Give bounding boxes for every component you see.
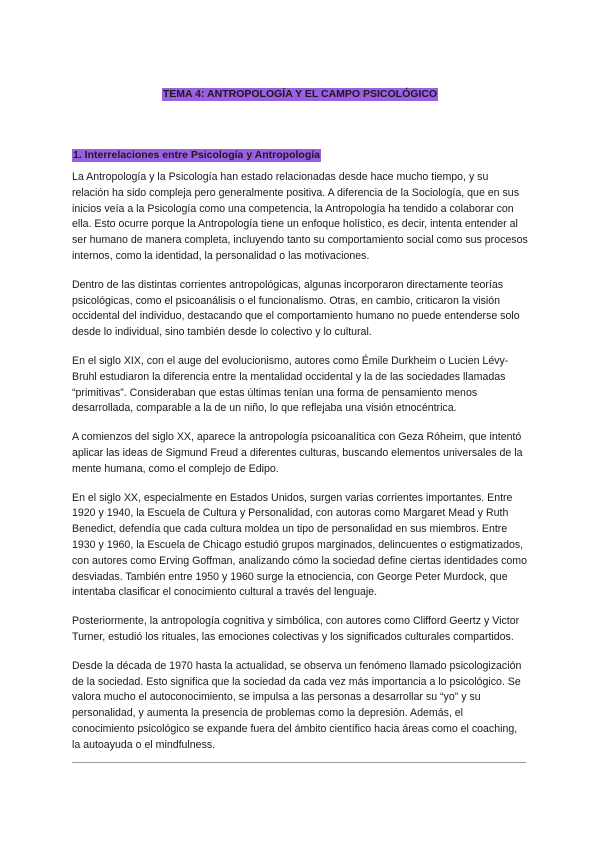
paragraph: A comienzos del siglo XX, aparece la antropología psicoanalítica con Geza Róheim, que intentó aplicar las ideas de Sigmund Freud a diferentes culturas, buscando elementos universales de la mente humana, como el complejo de Edipo. (72, 431, 523, 475)
paragraph: En el siglo XX, especialmente en Estados Unidos, surgen varias corrientes importantes. Entre 1920 y 1940, la Escuela de Cultura y Personalidad, con autoras como Margaret Mead y Ruth Benedict, defendía que cada cultura moldea un tipo de personalidad en sus miembros. Entre 1930 y 1960, la Escuela de Chicago estudió grupos marginados, delincuentes o estigmatizados, con autores como Erving Goffman, analizando cómo la sociedad define ciertas identidades como desviadas. También entre 1950 y 1960 surge la etnociencia, con George Peter Murdock, que intentaba clasificar el conocimiento cultural a través del lenguaje. (72, 491, 528, 599)
paragraph: En el siglo XIX, con el auge del evolucionismo, autores como Émile Durkheim o Lucien Lévy-Bruhl estudiaron la diferencia entre la mentalidad occidental y la de las sociedades llamadas “primitivas”. Consideraban que estas últimas tenían una forma de pensamiento menos desarrollada, comparable a la de un niño, lo que reflejaba una visión etnocéntrica. (72, 354, 509, 415)
horizontal-divider (72, 762, 526, 763)
body-text (72, 170, 528, 767)
paragraph: Dentro de las distintas corrientes antropológicas, algunas incorporaron directamente teorías psicológicas, como el psicoanálisis o el funcionalismo. Otras, en cambio, criticaron la visión occidental del individuo, destacando que el comportamiento humano no puede entenderse solo desde lo individual, sino también desde lo colectivo y lo cultural. (72, 278, 520, 339)
page-title: TEMA 4: ANTROPOLOGÍA Y EL CAMPO PSICOLÓGICO (162, 88, 438, 100)
paragraph: Desde la década de 1970 hasta la actualidad, se observa un fenómeno llamado psicologización de la sociedad. Esto significa que la sociedad da cada vez más importancia a lo psicológico. Se valora mucho el autoconocimiento, se impulsa a las personas a desarrollar su “yo” y su personalidad, y aumenta la presencia de problemas como la depresión. Además, el conocimiento psicológico se expande fuera del ámbito científico hacia áreas como el coaching, la autoayuda o el mindfulness. (72, 659, 522, 751)
paragraph: Posteriormente, la antropología cognitiva y simbólica, con autores como Clifford Geertz y Victor Turner, estudió los rituales, las emociones colectivas y los significados culturales compartidos. (72, 615, 520, 643)
paragraph: La Antropología y la Psicología han estado relacionadas desde hace mucho tiempo, y su relación ha sido compleja pero generalmente positiva. A diferencia de la Sociología, que en sus inicios veía a la Psicología como una competencia, la Antropología ha tendido a colaborar con ella. Esto ocurre porque la Antropología tiene un enfoque holístico, es decir, intenta entender al ser humano de manera completa, incluyendo tanto su comportamiento social como sus procesos internos, como la identidad, la personalidad o las motivaciones. (72, 171, 528, 262)
section-heading: 1. Interrelaciones entre Psicología y Antropología (73, 149, 321, 161)
section-heading-container (72, 145, 321, 163)
title-container (0, 84, 600, 102)
